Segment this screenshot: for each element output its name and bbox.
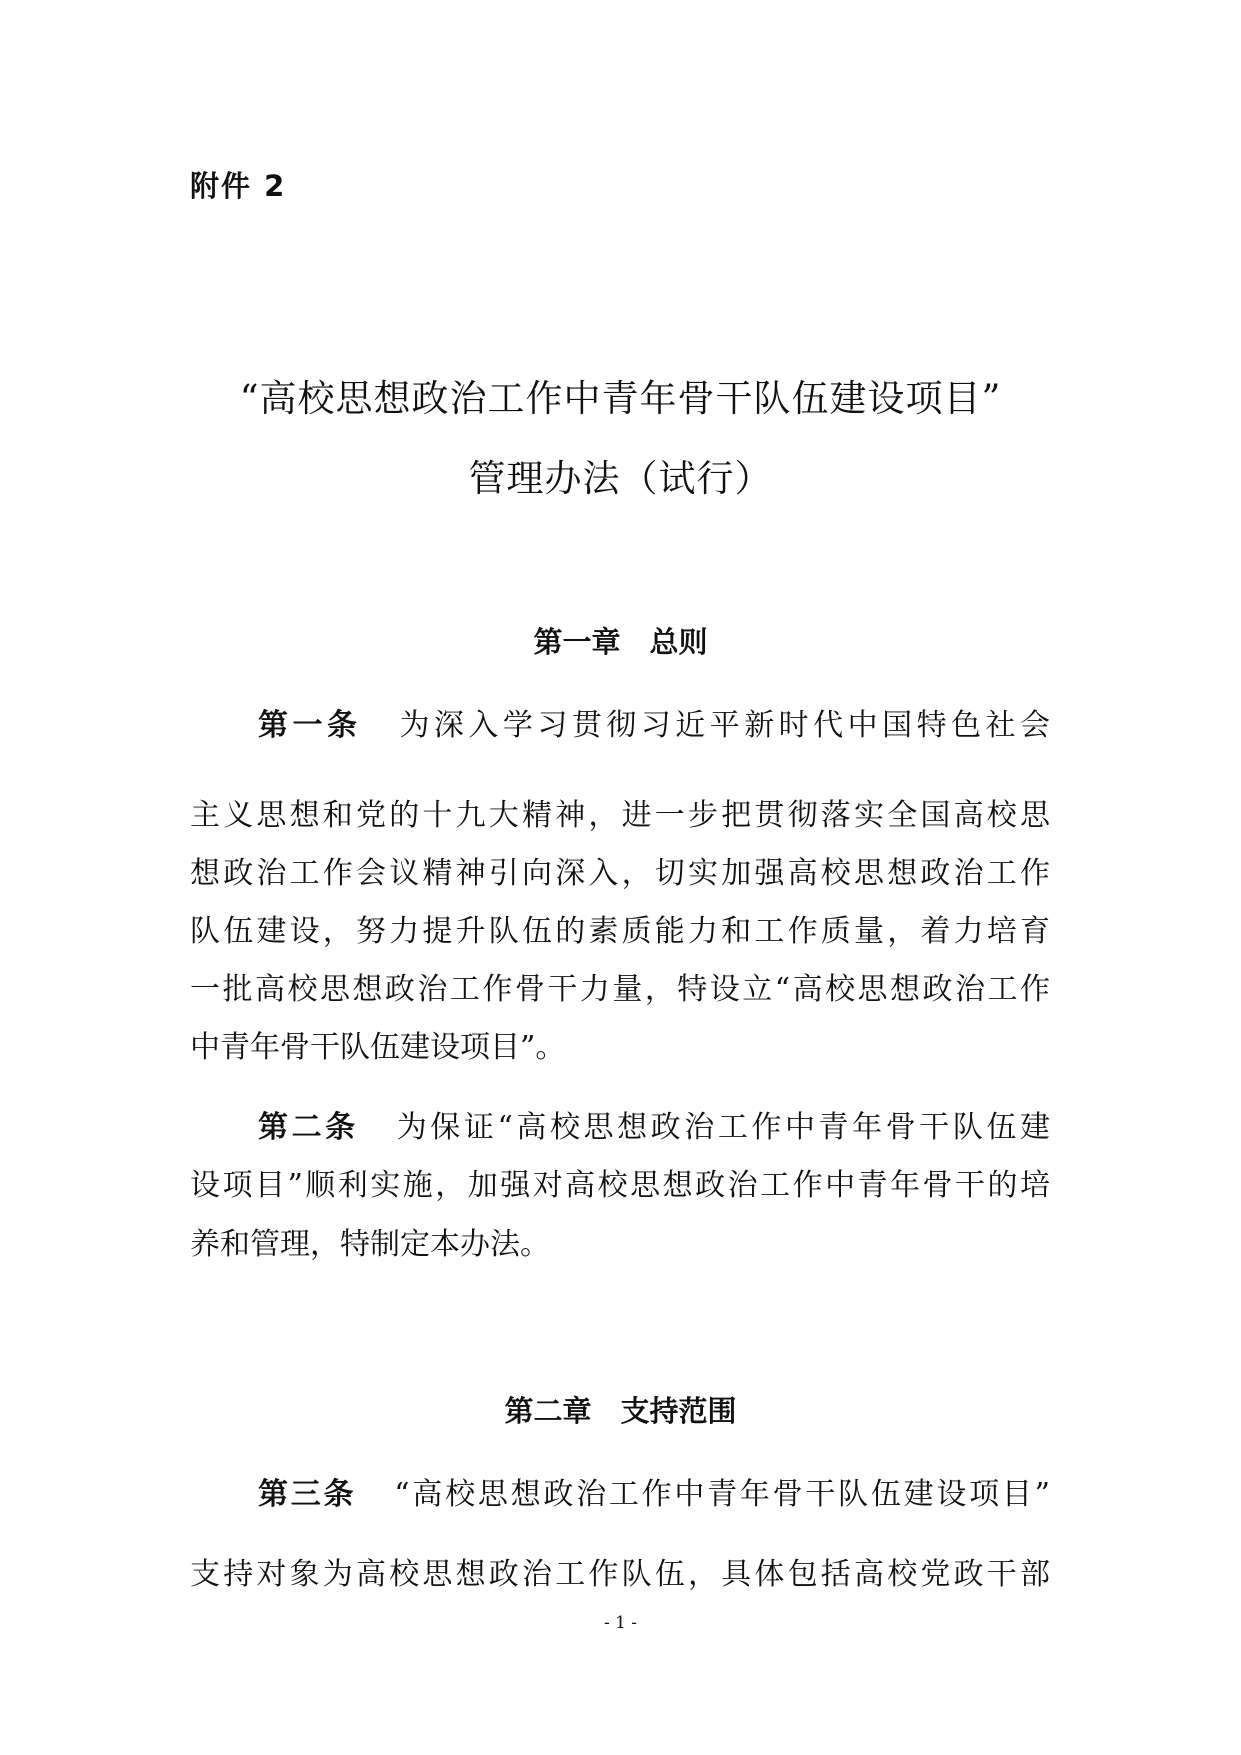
body-line: 想政治工作会议精神引向深入，切实加强高校思想政治工作 bbox=[190, 856, 1050, 891]
article-text: 为深入学习贯彻习近平新时代中国特色社会 bbox=[399, 708, 1050, 743]
article-label: 第一条 bbox=[258, 708, 362, 743]
body-line: 主义思想和党的十九大精神，进一步把贯彻落实全国高校思 bbox=[190, 798, 1050, 833]
page-number: - 1 - bbox=[603, 1613, 638, 1633]
article-label: 第三条 bbox=[258, 1477, 357, 1512]
article-text: 为保证“高校思想政治工作中青年骨干队伍建 bbox=[396, 1110, 1050, 1145]
article-text: “高校思想政治工作中青年骨干队伍建设项目” bbox=[394, 1477, 1050, 1512]
body-line: 队伍建设，努力提升队伍的素质能力和工作质量，着力培育 bbox=[190, 914, 1050, 949]
article-label: 第二条 bbox=[258, 1110, 359, 1145]
body-line: 养和管理，特制定本办法。 bbox=[190, 1227, 550, 1262]
chapter-heading: 第一章 总则 bbox=[533, 625, 708, 659]
body-line: 支持对象为高校思想政治工作队伍，具体包括高校党政干部 bbox=[190, 1557, 1050, 1592]
body-line: 中青年骨干队伍建设项目”。 bbox=[190, 1030, 566, 1065]
document-title-line-2: 管理办法（试行） bbox=[468, 457, 773, 500]
chapter-heading: 第二章 支持范围 bbox=[504, 1394, 737, 1428]
article-first-line bbox=[258, 1102, 1050, 1146]
document-title-line-1: “高校思想政治工作中青年骨干队伍建设项目” bbox=[239, 377, 1002, 420]
body-line: 一批高校思想政治工作骨干力量，特设立“高校思想政治工作 bbox=[190, 972, 1050, 1007]
article-first-line bbox=[258, 700, 1050, 744]
attachment-label: 附件 2 bbox=[190, 169, 287, 203]
article-first-line bbox=[258, 1469, 1050, 1513]
body-line: 设项目”顺利实施，加强对高校思想政治工作中青年骨干的培 bbox=[190, 1168, 1050, 1203]
